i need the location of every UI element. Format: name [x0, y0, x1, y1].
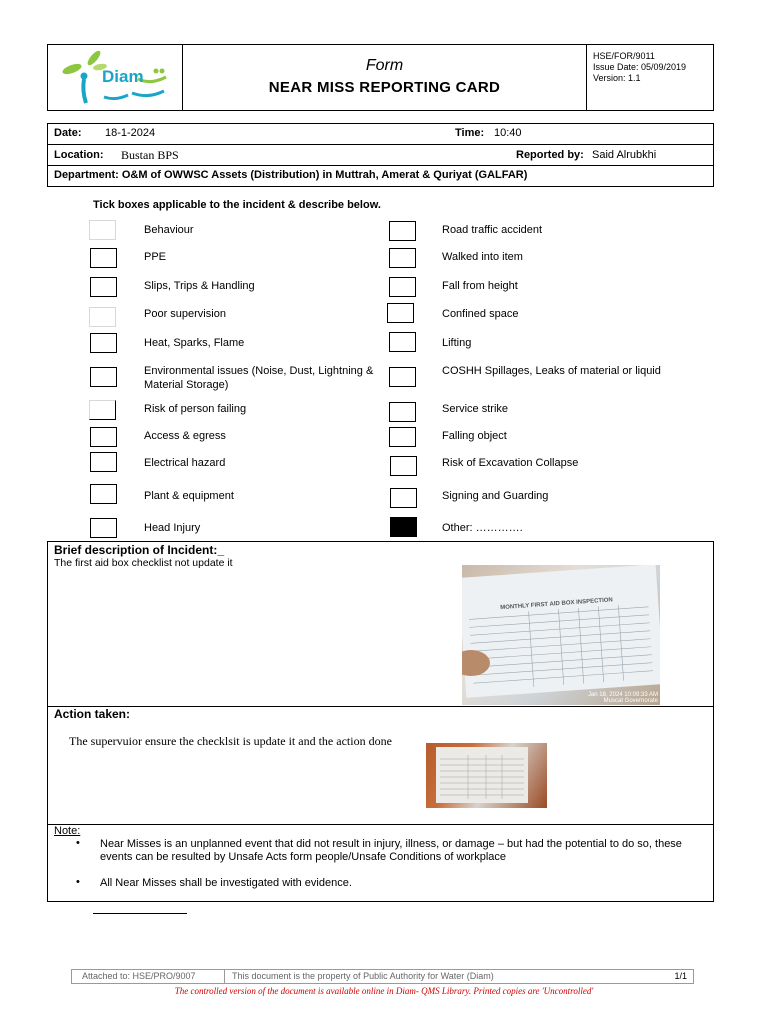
label-confined-space: Confined space [442, 308, 519, 320]
action-text[interactable]: The supervuior ensure the checklsit is update it and the action done [69, 734, 392, 748]
checkbox-head-injury[interactable] [90, 518, 117, 538]
reported-by-label: Reported by: [516, 149, 584, 161]
logo-text: Diam [102, 67, 144, 86]
checklist-instruction: Tick boxes applicable to the incident & describe below. [93, 199, 381, 211]
date-time-row [48, 124, 713, 145]
label-environmental: Environmental issues (Noise, Dust, Lightning & Material Storage) [144, 365, 374, 391]
label-signing-guarding: Signing and Guarding [442, 490, 549, 502]
label-other: Other: …………. [442, 522, 523, 534]
checkbox-slips-trips[interactable] [90, 277, 117, 297]
checkbox-service-strike[interactable] [389, 402, 416, 422]
label-slips-trips: Slips, Trips & Handling [144, 280, 255, 292]
checkbox-access-egress[interactable] [90, 427, 117, 447]
department-text: Department: O&M of OWWSC Assets (Distribution) in Muttrah, Amerat & Quriyat (GALFAR) [54, 169, 528, 181]
footer-controlled-note: The controlled version of the document is available online in Diam- QMS Library. Printed copies are 'Uncontrolled' [174, 986, 594, 996]
label-plant-equipment: Plant & equipment [144, 490, 234, 502]
footer-property: This document is the property of Public Authority for Water (Diam) [232, 971, 494, 981]
description-heading: Brief description of Incident:_ [54, 543, 225, 557]
label-service-strike: Service strike [442, 403, 509, 415]
label-road-traffic: Road traffic accident [442, 224, 543, 236]
version: Version: 1.1 [593, 73, 641, 83]
label-head-injury: Head Injury [144, 522, 201, 534]
location-row [48, 145, 713, 166]
checkbox-road-traffic[interactable] [389, 221, 416, 241]
label-access-egress: Access & egress [144, 430, 226, 442]
time-value[interactable]: 10:40 [494, 127, 522, 139]
label-coshh: COSHH Spillages, Leaks of material or liquid [442, 365, 661, 377]
location-value[interactable]: Bustan BPS [121, 148, 179, 162]
checkbox-coshh[interactable] [389, 367, 416, 387]
checkbox-ppe[interactable] [90, 248, 117, 268]
note-heading: Note: [54, 825, 81, 837]
label-risk-person: Risk of person failing [144, 403, 247, 415]
checkbox-walked-into[interactable] [389, 248, 416, 268]
incident-info-table [47, 123, 714, 187]
label-ppe: PPE [144, 251, 167, 263]
checkbox-environmental[interactable] [90, 367, 117, 387]
label-behaviour: Behaviour [144, 224, 194, 236]
checkbox-poor-supervision[interactable] [89, 307, 116, 327]
bullet-dot-1: • [76, 837, 80, 849]
action-taken-section [47, 706, 714, 825]
location-label: Location: [54, 149, 104, 161]
logo-cell [48, 45, 183, 110]
date-label: Date: [54, 127, 82, 139]
note-bullet-2: All Near Misses shall be investigated with evidence. [100, 877, 352, 889]
label-walked-into: Walked into item [442, 251, 523, 263]
checkbox-other-checked[interactable] [390, 517, 417, 537]
doc-code: HSE/FOR/9011 [593, 51, 655, 61]
footnote-separator [93, 913, 187, 914]
photo2-table-lines-icon [440, 755, 524, 799]
evidence-photo-checklist [462, 565, 660, 705]
label-fall-height: Fall from height [442, 280, 518, 292]
action-heading: Action taken: [54, 707, 131, 721]
form-word: Form [365, 57, 404, 74]
photo-timestamp: Jan 18, 2024 10:09:33 AM Muscat Governorate [587, 692, 658, 704]
date-value[interactable]: 18-1-2024 [105, 127, 156, 139]
footer-attached: Attached to: HSE/PRO/9007 [82, 971, 196, 981]
checkbox-heat-sparks[interactable] [90, 333, 117, 353]
issue-date: Issue Date: 05/09/2019 [593, 62, 687, 72]
checkbox-behaviour[interactable] [89, 220, 116, 240]
checkbox-fall-height[interactable] [389, 277, 416, 297]
label-heat-sparks: Heat, Sparks, Flame [144, 337, 245, 349]
photo-paper-title: MONTHLY FIRST AID BOX INSPECTION [500, 597, 613, 612]
title-cell [183, 45, 587, 110]
photo-table-lines-icon [469, 603, 654, 693]
label-electrical: Electrical hazard [144, 457, 226, 469]
label-excavation: Risk of Excavation Collapse [442, 457, 579, 469]
note-bullet-1: Near Misses is an unplanned event that did not result in injury, illness, or damage – but had the potential to do so, these events can be resulted by Unsafe Acts form people/Unsafe Conditions of workplace [100, 838, 682, 863]
footer-page-number: 1/1 [674, 971, 687, 981]
document-meta [587, 45, 713, 110]
checkbox-signing-guarding[interactable] [390, 488, 417, 508]
label-falling-object: Falling object [442, 430, 507, 442]
photo-paper [462, 565, 660, 698]
note-section [47, 824, 714, 902]
time-label: Time: [455, 127, 485, 139]
department-row [48, 166, 713, 187]
label-lifting: Lifting [442, 337, 472, 349]
checkbox-plant-equipment[interactable] [90, 484, 117, 504]
photo2-paper [436, 747, 528, 803]
reported-by-value[interactable]: Said Alrubkhi [592, 149, 657, 161]
bullet-dot-2: • [76, 876, 80, 888]
checkbox-excavation[interactable] [390, 456, 417, 476]
evidence-photo-updated-checklist [426, 743, 547, 808]
checkbox-falling-object[interactable] [389, 427, 416, 447]
checkbox-lifting[interactable] [389, 332, 416, 352]
checkbox-risk-person[interactable] [89, 400, 116, 420]
form-header [47, 44, 714, 111]
label-poor-supervision: Poor supervision [144, 308, 226, 320]
checkbox-confined-space[interactable] [387, 303, 414, 323]
checkbox-electrical[interactable] [90, 452, 117, 472]
footer-divider [224, 969, 225, 984]
description-text[interactable]: The first aid box checklist not update it [54, 557, 233, 569]
footer-bar [71, 969, 694, 984]
page-title: NEAR MISS REPORTING CARD [268, 79, 501, 96]
